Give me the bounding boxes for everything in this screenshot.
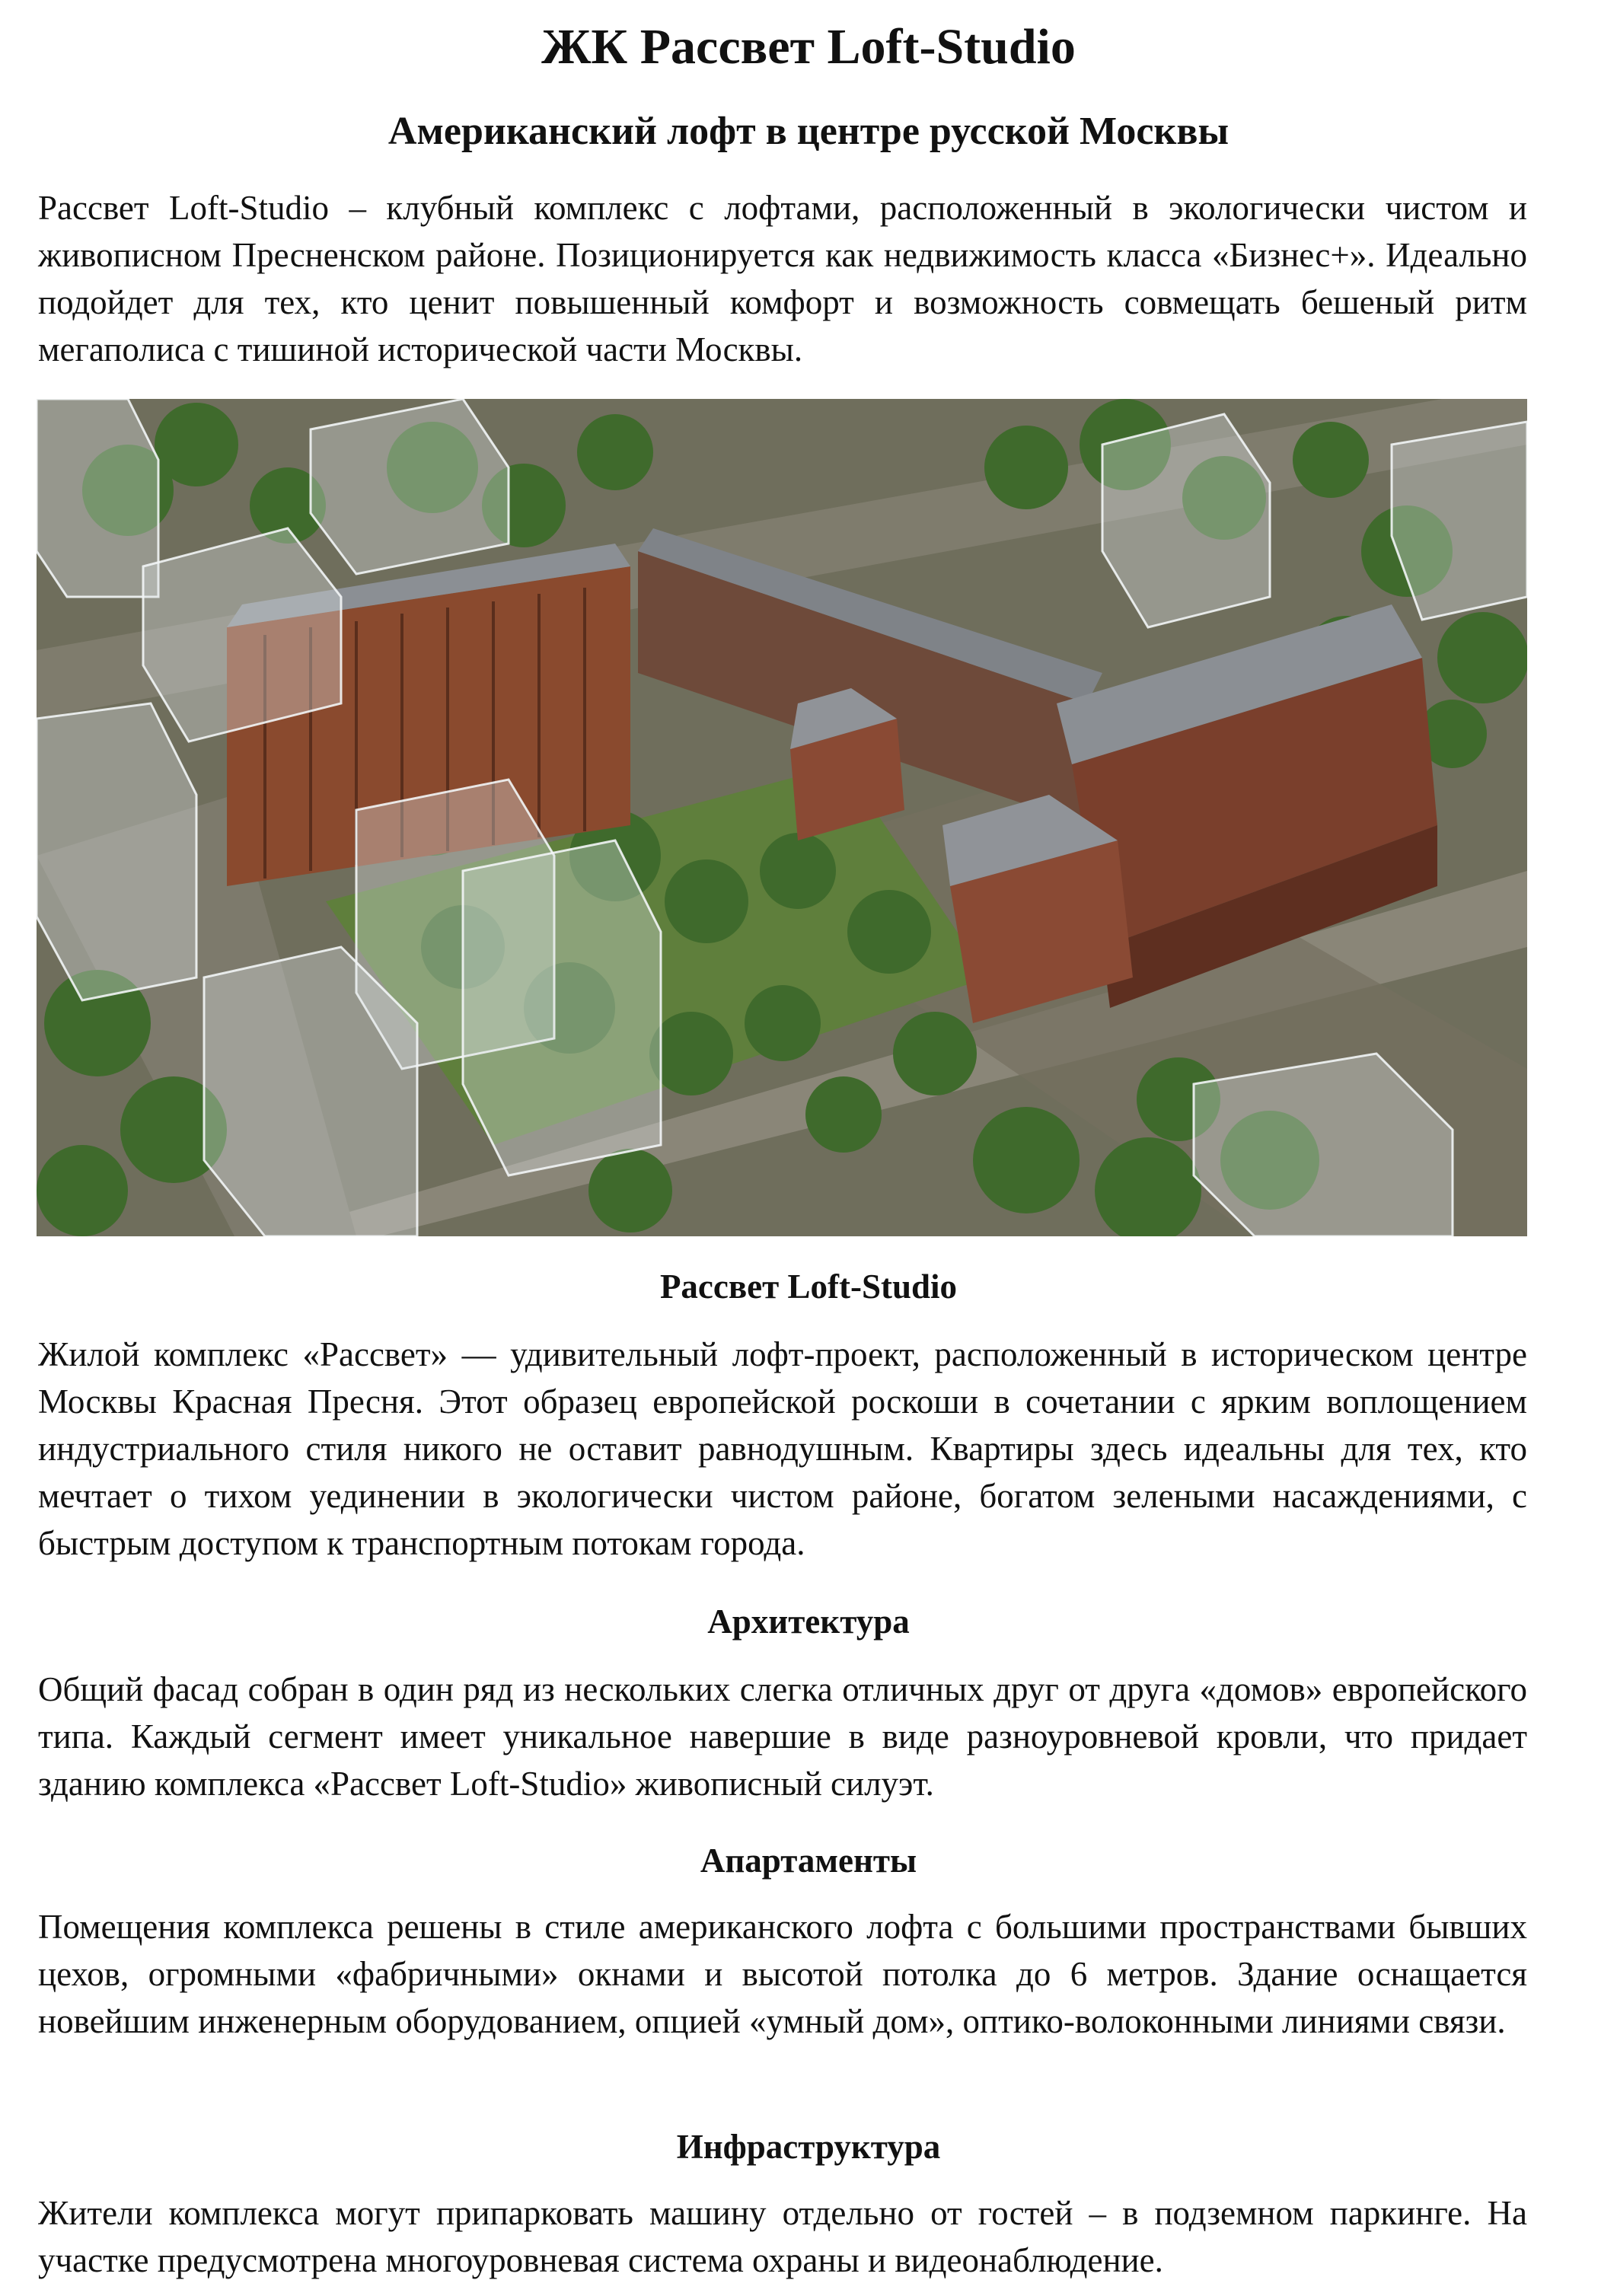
section-heading-loft-studio: Рассвет Loft-Studio: [659, 1268, 958, 1306]
document-title: ЖК Рассвет Loft-Studio: [541, 19, 1076, 75]
section-text-infrastructure: Жители комплекса могут припарковать машину отдельно от гостей – в подземном паркинге. На участке предусмотрена многоуровневая система охраны и видеонаблюдение.: [38, 2194, 1527, 2279]
document-subtitle: Американский лофт в центре русской Москвы: [388, 110, 1229, 153]
section-heading-infrastructure: Инфраструктура: [676, 2128, 941, 2166]
section-text-loft-studio: Жилой комплекс «Рассвет» — удивительный лофт-проект, расположенный в историческом центре Москвы Красная Пресня. Этот образец европейской роскоши в сочетании с ярким воплощением индустриального стиля никого не оставит равнодушным. Квартиры здесь идеальны для тех, кто мечтает о тихом уединении в экологически чистом районе, богатом зелеными насаждениями, с быстрым доступом к транспортным потокам города.: [38, 1335, 1527, 1562]
section-heading-apartments: Апартаменты: [700, 1842, 917, 1880]
aerial-render-image: [37, 399, 1527, 1236]
intro-paragraph: Рассвет Loft-Studio – клубный комплекс с лофтами, расположенный в экологически чистом и живописном Пресненском районе. Позиционируется как недвижимость класса «Бизнес+». Идеально подойдет для тех, кто ценит повышенный комфорт и возможность совмещать бешеный ритм мегаполиса с тишиной исторической части Москвы.: [38, 189, 1527, 368]
section-text-architecture: Общий фасад собран в один ряд из нескольких слегка отличных друг от друга «домов» европейского типа. Каждый сегмент имеет уникальное навершие в виде разноуровневой кровли, что придает зданию комплекса «Рассвет Loft-Studio» живописный силуэт.: [38, 1670, 1527, 1803]
section-heading-architecture: Архитектура: [707, 1602, 910, 1641]
aerial-render-illustration: [37, 399, 1527, 1236]
section-text-apartments: Помещения комплекса решены в стиле американского лофта с большими пространствами бывших цехов, огромными «фабричными» окнами и высотой потолка до 6 метров. Здание оснащается новейшим инженерным оборудованием, опцией «умный дом», оптико-волоконными линиями связи.: [38, 1908, 1527, 2040]
